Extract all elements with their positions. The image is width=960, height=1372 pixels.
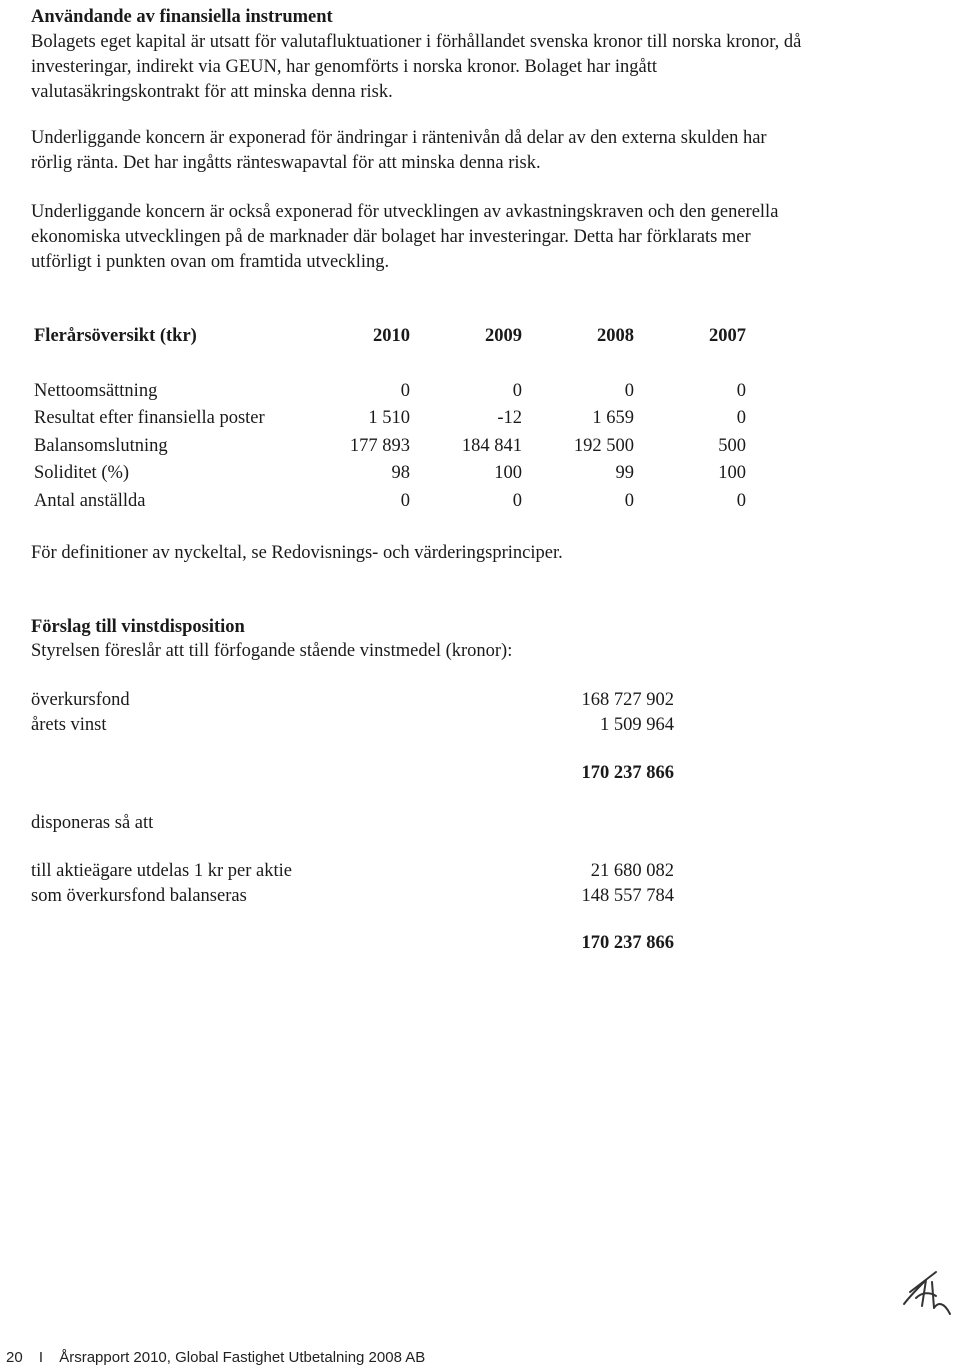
proposal-title: Förslag till vinstdisposition (31, 617, 245, 637)
paragraph-3 (31, 200, 831, 275)
proposal-total: 170 237 866 (581, 763, 674, 783)
cell: 0 (400, 491, 410, 511)
row-label: Balansomslutning (34, 436, 168, 456)
paragraph-2 (31, 126, 831, 176)
cell: 98 (391, 463, 410, 483)
cell: 184 841 (461, 436, 522, 456)
cell: 0 (736, 408, 746, 428)
row-label: Nettoomsättning (34, 381, 158, 401)
proposal-item-label: överkursfond (31, 690, 130, 710)
cell: 0 (512, 381, 522, 401)
disposition-item-value: 21 680 082 (590, 861, 674, 881)
row-label: Resultat efter finansiella poster (34, 408, 265, 428)
table-row (0, 460, 960, 487)
proposal-item-label: årets vinst (31, 715, 107, 735)
footer-text: Årsrapport 2010, Global Fastighet Utbetalning 2008 AB (59, 1349, 426, 1366)
table-row (0, 405, 960, 432)
cell: 100 (494, 463, 522, 483)
paragraph-line: Bolagets eget kapital är utsatt för valutafluktuationer i förhållandet svenska kronor till norska kronor, då (31, 32, 802, 52)
paragraph-line: Underliggande koncern är exponerad för ändringar i räntenivån då delar av den externa skulden har (31, 128, 767, 148)
cell: 1 510 (368, 408, 410, 428)
year-header: 2007 (709, 326, 746, 346)
paragraph-1 (31, 30, 831, 105)
year-header: 2008 (597, 326, 634, 346)
footer-separator: I (38, 1349, 44, 1366)
proposal-item-value: 168 727 902 (581, 690, 674, 710)
year-header: 2009 (485, 326, 522, 346)
table-row (0, 378, 960, 405)
cell: 177 893 (349, 436, 410, 456)
row-label: Antal anställda (34, 491, 146, 511)
overview-header-row (0, 323, 960, 350)
page-number: 20 (6, 1349, 23, 1366)
cell: 99 (615, 463, 634, 483)
definitions-note: För definitioner av nyckeltal, se Redovisnings- och värderingsprinciper. (31, 543, 563, 563)
cell: 0 (736, 381, 746, 401)
disposition-item-label: till aktieägare utdelas 1 kr per aktie (31, 861, 292, 881)
cell: 100 (718, 463, 746, 483)
cell: 0 (736, 491, 746, 511)
overview-title: Flerårsöversikt (tkr) (34, 326, 197, 346)
table-row (0, 433, 960, 460)
paragraph-line: Underliggande koncern är också exponerad för utvecklingen av avkastningskraven och den generella (31, 202, 779, 222)
cell: 0 (512, 491, 522, 511)
year-header: 2010 (373, 326, 410, 346)
cell: 500 (718, 436, 746, 456)
disposition-item-label: som överkursfond balanseras (31, 886, 247, 906)
cell: -12 (497, 408, 522, 428)
paragraph-line: valutasäkringskontrakt för att minska denna risk. (31, 82, 393, 102)
row-label: Soliditet (%) (34, 463, 130, 483)
cell: 0 (400, 381, 410, 401)
cell: 0 (624, 381, 634, 401)
paragraph-line: utförligt i punkten ovan om framtida utveckling. (31, 252, 390, 272)
disposition-total: 170 237 866 (581, 933, 674, 953)
paragraph-line: ekonomiska utvecklingen på de marknader där bolaget har investeringar. Detta har förklarats mer (31, 227, 751, 247)
cell: 192 500 (573, 436, 634, 456)
disposition-label: disponeras så att (31, 813, 154, 833)
proposal-item-value: 1 509 964 (600, 715, 674, 735)
paragraph-line: investeringar, indirekt via GEUN, har genomförts i norska kronor. Bolaget har ingått (31, 57, 658, 77)
section-heading: Användande av finansiella instrument (31, 7, 333, 27)
paragraph-line: rörlig ränta. Det har ingåtts ränteswapavtal för att minska denna risk. (31, 153, 541, 173)
cell: 1 659 (592, 408, 634, 428)
cell: 0 (624, 491, 634, 511)
signature-initials (896, 1262, 956, 1322)
proposal-intro: Styrelsen föreslår att till förfogande stående vinstmedel (kronor): (31, 641, 513, 661)
disposition-item-value: 148 557 784 (581, 886, 674, 906)
page-footer (6, 1349, 425, 1366)
table-row (0, 488, 960, 515)
